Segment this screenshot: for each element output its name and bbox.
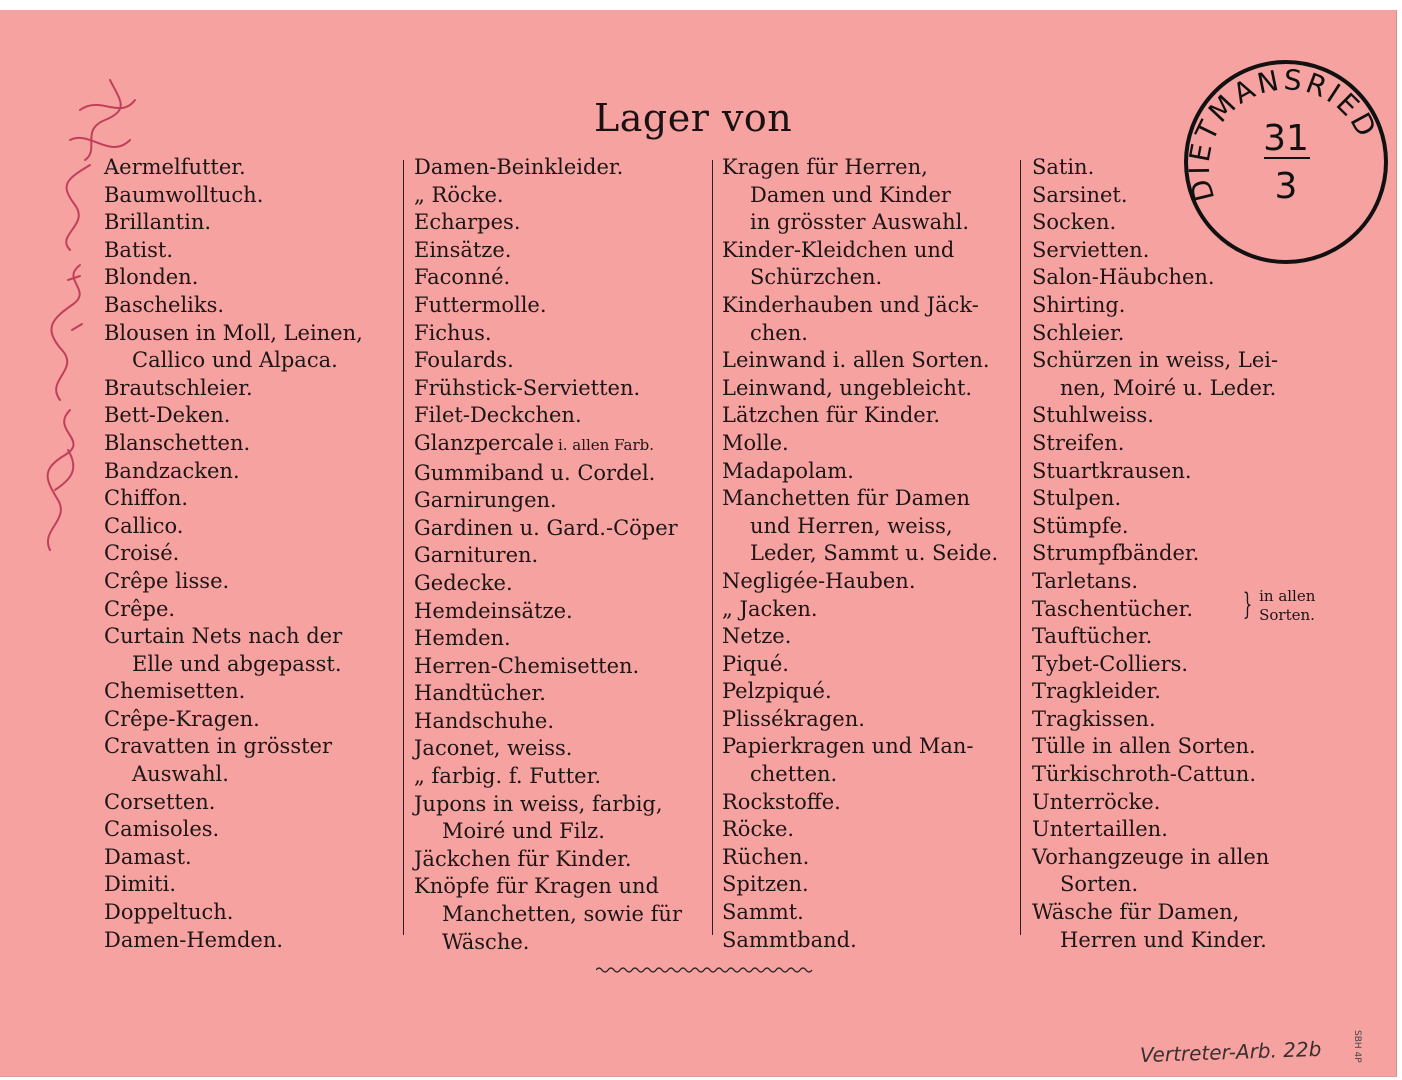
list-item-text: Leder, Sammt u. Seide. — [750, 541, 999, 566]
bracket-note-line2: Sorten. — [1259, 606, 1315, 624]
list-item-text: Jäckchen für Kinder. — [414, 846, 632, 871]
list-item-text: Cravatten in grösster — [104, 734, 333, 759]
stamp-month: 3 — [1274, 166, 1298, 207]
list-item-text: Jupons in weiss, farbig, — [414, 791, 663, 816]
list-item — [414, 735, 706, 763]
list-item — [104, 927, 394, 955]
list-item-text: Tragkissen. — [1032, 706, 1156, 731]
list-item-text: Sammt. — [722, 900, 804, 925]
list-item-text: Gedecke. — [414, 570, 513, 595]
list-item-text: Garnirungen. — [414, 488, 557, 513]
list-item — [1032, 375, 1324, 403]
list-item-text: Salon-Häubchen. — [1032, 265, 1215, 290]
list-item — [104, 871, 394, 899]
list-item-text: Stümpfe. — [1032, 513, 1129, 538]
stamp-town: DIETMANSRIED — [1182, 63, 1385, 205]
list-item — [1032, 844, 1324, 872]
list-item — [414, 264, 706, 292]
list-item-text: Callico. — [104, 513, 184, 538]
list-item-text: Garnituren. — [414, 543, 539, 568]
list-item — [1032, 292, 1324, 320]
list-item — [414, 237, 706, 265]
list-item — [1032, 623, 1324, 651]
list-item — [414, 653, 706, 681]
column-1 — [104, 154, 394, 954]
list-item-text: Echarpes. — [414, 210, 521, 235]
list-item — [722, 678, 1014, 706]
list-item-text: Chiffon. — [104, 486, 189, 511]
list-item-text: Batist. — [104, 237, 173, 262]
list-item — [722, 485, 1014, 513]
list-item-text: Sarsinet. — [1032, 182, 1128, 207]
list-item — [104, 402, 394, 430]
list-item-text: Chemisetten. — [104, 679, 246, 704]
list-item — [722, 292, 1014, 320]
list-item-text: Fichus. — [414, 320, 492, 345]
list-item — [722, 871, 1014, 899]
list-item — [722, 568, 1014, 596]
list-item — [414, 402, 706, 430]
list-item — [414, 708, 706, 736]
list-item-text: Streifen. — [1032, 430, 1125, 455]
list-item-text: Foulards. — [414, 348, 514, 373]
list-item-text: Kinderhauben und Jäck- — [722, 292, 979, 317]
list-item-text: Filet-Deckchen. — [414, 403, 582, 428]
list-item — [414, 460, 706, 488]
list-item-text: Vorhangzeuge in allen — [1032, 844, 1270, 869]
list-item-text: Bandzacken. — [104, 458, 240, 483]
list-item — [104, 458, 394, 486]
list-item-text: Hemden. — [414, 626, 511, 651]
list-item — [414, 320, 706, 348]
list-item — [414, 347, 706, 375]
list-item — [1032, 816, 1324, 844]
list-item-text: Rockstoffe. — [722, 789, 841, 814]
list-item — [414, 846, 706, 874]
list-item — [1032, 899, 1324, 927]
list-item — [414, 598, 706, 626]
list-item-text: Schleier. — [1032, 320, 1125, 345]
column-divider — [712, 160, 713, 935]
list-item-text: Croisé. — [104, 541, 180, 566]
list-item-text: Dimiti. — [104, 872, 177, 897]
list-item — [414, 625, 706, 653]
list-item — [722, 320, 1014, 348]
list-item-text: Camisoles. — [104, 817, 220, 842]
list-item-text: Bascheliks. — [104, 292, 225, 317]
list-item — [104, 292, 394, 320]
list-item — [104, 154, 394, 182]
list-item-text: Moiré und Filz. — [442, 819, 605, 844]
list-item-text: Lätzchen für Kinder. — [722, 403, 941, 428]
list-item-text: Hemdeinsätze. — [414, 598, 573, 623]
list-item — [1032, 402, 1324, 430]
list-item — [104, 182, 394, 210]
list-item — [104, 596, 394, 624]
list-item-text: Molle. — [722, 430, 789, 455]
list-item-text: Herren-Chemisetten. — [414, 653, 640, 678]
list-item — [414, 430, 706, 460]
list-item-text: und Herren, weiss, — [750, 513, 953, 538]
list-item — [1032, 430, 1324, 458]
list-item — [722, 623, 1014, 651]
postmark-stamp — [1178, 54, 1394, 270]
list-item-text: Corsetten. — [104, 789, 216, 814]
list-item-text: Servietten. — [1032, 237, 1150, 262]
list-item-text: Auswahl. — [132, 762, 229, 787]
list-item-text: Shirting. — [1032, 292, 1126, 317]
list-item — [1032, 927, 1324, 955]
list-item-text: Röcke. — [722, 817, 795, 842]
list-item-text: Herren und Kinder. — [1060, 927, 1267, 952]
list-item — [722, 347, 1014, 375]
list-item — [104, 264, 394, 292]
list-item — [104, 513, 394, 541]
list-item — [722, 430, 1014, 458]
list-item — [722, 844, 1014, 872]
column-divider — [403, 160, 404, 935]
list-item-text: Tarletans. — [1032, 568, 1139, 593]
list-item — [414, 791, 706, 819]
list-item-text: Curtain Nets nach der — [104, 624, 343, 649]
list-item-text: Kragen für Herren, — [722, 155, 928, 179]
bracket-note: } in allen Sorten. — [1242, 587, 1316, 624]
list-item-text: Wäsche für Damen, — [1032, 900, 1240, 925]
list-item-text: Stulpen. — [1032, 486, 1122, 511]
list-item — [722, 458, 1014, 486]
list-item-text: Crêpe lisse. — [104, 568, 230, 593]
list-item-text: Plissékragen. — [722, 706, 865, 731]
list-item-text: Strumpfbänder. — [1032, 541, 1200, 566]
list-item — [722, 651, 1014, 679]
list-item-text: Wäsche. — [442, 929, 530, 954]
list-item — [1032, 706, 1324, 734]
list-item-text: Sammtband. — [722, 927, 857, 952]
list-item — [104, 568, 394, 596]
postcard — [0, 10, 1397, 1077]
list-item — [414, 818, 706, 846]
list-item — [414, 680, 706, 708]
list-item — [1032, 485, 1324, 513]
list-item-text: Tülle in allen Sorten. — [1032, 734, 1256, 759]
list-item-text: Jaconet, weiss. — [414, 736, 573, 761]
list-item-text: Handtücher. — [414, 681, 546, 706]
list-item — [722, 706, 1014, 734]
list-item — [414, 929, 706, 957]
stamp-day: 31 — [1263, 118, 1309, 159]
list-item — [104, 237, 394, 265]
list-item — [1032, 733, 1324, 761]
list-item-text: Pelzpiqué. — [722, 679, 832, 704]
list-item-text: Stuartkrausen. — [1032, 458, 1192, 483]
list-item-text: Satin. — [1032, 155, 1095, 179]
list-item — [1032, 789, 1324, 817]
column-4 — [1032, 154, 1324, 954]
list-item-text: chetten. — [750, 762, 838, 787]
list-item-text: Tragkleider. — [1032, 679, 1161, 704]
list-item-text: „ Röcke. — [414, 182, 504, 207]
list-item-text: Glanzpercale — [414, 430, 554, 455]
list-item — [414, 182, 706, 210]
list-item-text: „ Jacken. — [722, 596, 818, 621]
list-item — [104, 899, 394, 927]
list-item — [722, 733, 1014, 761]
list-item-text: Brillantin. — [104, 210, 212, 235]
list-item-text: Madapolam. — [722, 458, 854, 483]
list-item — [1032, 347, 1324, 375]
list-item — [722, 816, 1014, 844]
list-item — [104, 678, 394, 706]
list-item — [104, 706, 394, 734]
list-item — [722, 761, 1014, 789]
list-item-text: Negligée-Hauben. — [722, 568, 916, 593]
list-item-text: Doppeltuch. — [104, 900, 234, 925]
list-item-text: Papierkragen und Man- — [722, 734, 974, 759]
list-item — [722, 927, 1014, 955]
column-2 — [414, 154, 706, 956]
list-item — [722, 264, 1014, 292]
list-item-text: Baumwolltuch. — [104, 182, 264, 207]
list-item — [1032, 320, 1324, 348]
list-item-text: Socken. — [1032, 210, 1117, 235]
list-item-text: Einsätze. — [414, 237, 512, 262]
list-item — [722, 596, 1014, 624]
list-item — [722, 154, 1014, 182]
list-item-text: Bett-Deken. — [104, 403, 231, 428]
column-3 — [722, 154, 1014, 954]
list-item-text: „ farbig. f. Futter. — [414, 764, 602, 789]
list-item-text: Gummiband u. Cordel. — [414, 460, 656, 485]
list-item-text: Leinwand, ungebleicht. — [722, 375, 973, 400]
list-item — [722, 375, 1014, 403]
list-item-text: Rüchen. — [722, 844, 810, 869]
list-item-note: i. allen Farb. — [557, 435, 654, 454]
list-item — [414, 873, 706, 901]
list-item — [104, 651, 394, 679]
list-item — [414, 542, 706, 570]
list-item-text: Crêpe. — [104, 596, 176, 621]
list-item — [414, 570, 706, 598]
list-item — [104, 209, 394, 237]
list-item-text: Kinder-Kleidchen und — [722, 237, 955, 262]
printer-mark: SBH 4P — [1352, 1030, 1362, 1063]
list-item — [104, 430, 394, 458]
list-item-text: Schürzchen. — [750, 265, 883, 290]
list-item-text: Damast. — [104, 844, 192, 869]
list-item-text: Manchetten für Damen — [722, 486, 971, 511]
list-item — [722, 899, 1014, 927]
list-item — [104, 485, 394, 513]
list-item — [104, 789, 394, 817]
handwritten-note-bottom: Vertreter-Arb. 22b — [1139, 1036, 1322, 1068]
list-item-text: Aermelfutter. — [104, 155, 246, 179]
list-item — [414, 487, 706, 515]
list-item-text: Faconné. — [414, 265, 511, 290]
list-item — [104, 540, 394, 568]
bracket-note-line1: in allen — [1259, 587, 1316, 605]
list-item — [104, 320, 394, 348]
list-item-text: Türkischroth-Cattun. — [1032, 762, 1257, 787]
list-item-text: Frühstick-Servietten. — [414, 375, 641, 400]
list-item-text: Stuhlweiss. — [1032, 403, 1154, 428]
list-item-text: Callico und Alpaca. — [132, 348, 338, 373]
list-item-text: Taschentücher. — [1032, 596, 1193, 621]
list-item — [104, 375, 394, 403]
list-item-text: chen. — [750, 320, 808, 345]
list-item-text: Elle und abgepasst. — [132, 651, 342, 676]
list-item-text: Damen-Beinkleider. — [414, 155, 624, 179]
list-item — [722, 513, 1014, 541]
list-item — [1032, 540, 1324, 568]
list-item — [104, 733, 394, 761]
list-item-text: Spitzen. — [722, 872, 809, 897]
list-item — [722, 237, 1014, 265]
list-item — [1032, 458, 1324, 486]
list-item-text: Handschuhe. — [414, 708, 555, 733]
list-item-text: Brautschleier. — [104, 375, 253, 400]
list-item — [722, 209, 1014, 237]
list-item-text: Damen-Hemden. — [104, 927, 284, 952]
list-item — [414, 292, 706, 320]
list-item-text: nen, Moiré u. Leder. — [1060, 375, 1277, 400]
list-item — [722, 789, 1014, 817]
list-item — [414, 154, 706, 182]
list-item — [722, 540, 1014, 568]
list-item — [1032, 871, 1324, 899]
list-item-text: Tauftücher. — [1032, 624, 1153, 649]
column-divider — [1020, 160, 1021, 935]
list-item — [1032, 513, 1324, 541]
list-item-text: Blanschetten. — [104, 430, 251, 455]
list-item — [414, 515, 706, 543]
list-item-text: in grösster Auswahl. — [750, 210, 970, 235]
list-item — [414, 763, 706, 791]
list-item-text: Untertaillen. — [1032, 817, 1168, 842]
list-item-text: Futtermolle. — [414, 292, 547, 317]
list-item — [1032, 678, 1324, 706]
list-item — [1032, 761, 1324, 789]
list-item-text: Leinwand i. allen Sorten. — [722, 348, 990, 373]
wavy-rule — [596, 960, 816, 979]
list-item — [104, 623, 394, 651]
list-item — [1032, 651, 1324, 679]
list-item — [104, 761, 394, 789]
list-item — [722, 402, 1014, 430]
list-item-text: Schürzen in weiss, Lei- — [1032, 348, 1279, 373]
list-item-text: Netze. — [722, 624, 792, 649]
list-item — [104, 844, 394, 872]
page-title: Lager von — [594, 96, 793, 140]
list-item — [104, 347, 394, 375]
list-item-text: Blousen in Moll, Leinen, — [104, 320, 363, 345]
list-item-text: Gardinen u. Gard.-Cöper — [414, 515, 678, 540]
list-item-text: Crêpe-Kragen. — [104, 706, 260, 731]
list-item — [414, 209, 706, 237]
list-item-text: Damen und Kinder — [750, 182, 951, 207]
list-item — [414, 375, 706, 403]
list-item-text: Sorten. — [1060, 872, 1139, 897]
list-item-text: Piqué. — [722, 651, 789, 676]
list-item-text: Tybet-Colliers. — [1032, 651, 1189, 676]
list-item — [414, 901, 706, 929]
list-item — [722, 182, 1014, 210]
list-item-text: Unterröcke. — [1032, 789, 1161, 814]
list-item-text: Blonden. — [104, 265, 199, 290]
list-item-text: Knöpfe für Kragen und — [414, 874, 659, 899]
list-item-text: Manchetten, sowie für — [442, 902, 682, 927]
list-item — [104, 816, 394, 844]
